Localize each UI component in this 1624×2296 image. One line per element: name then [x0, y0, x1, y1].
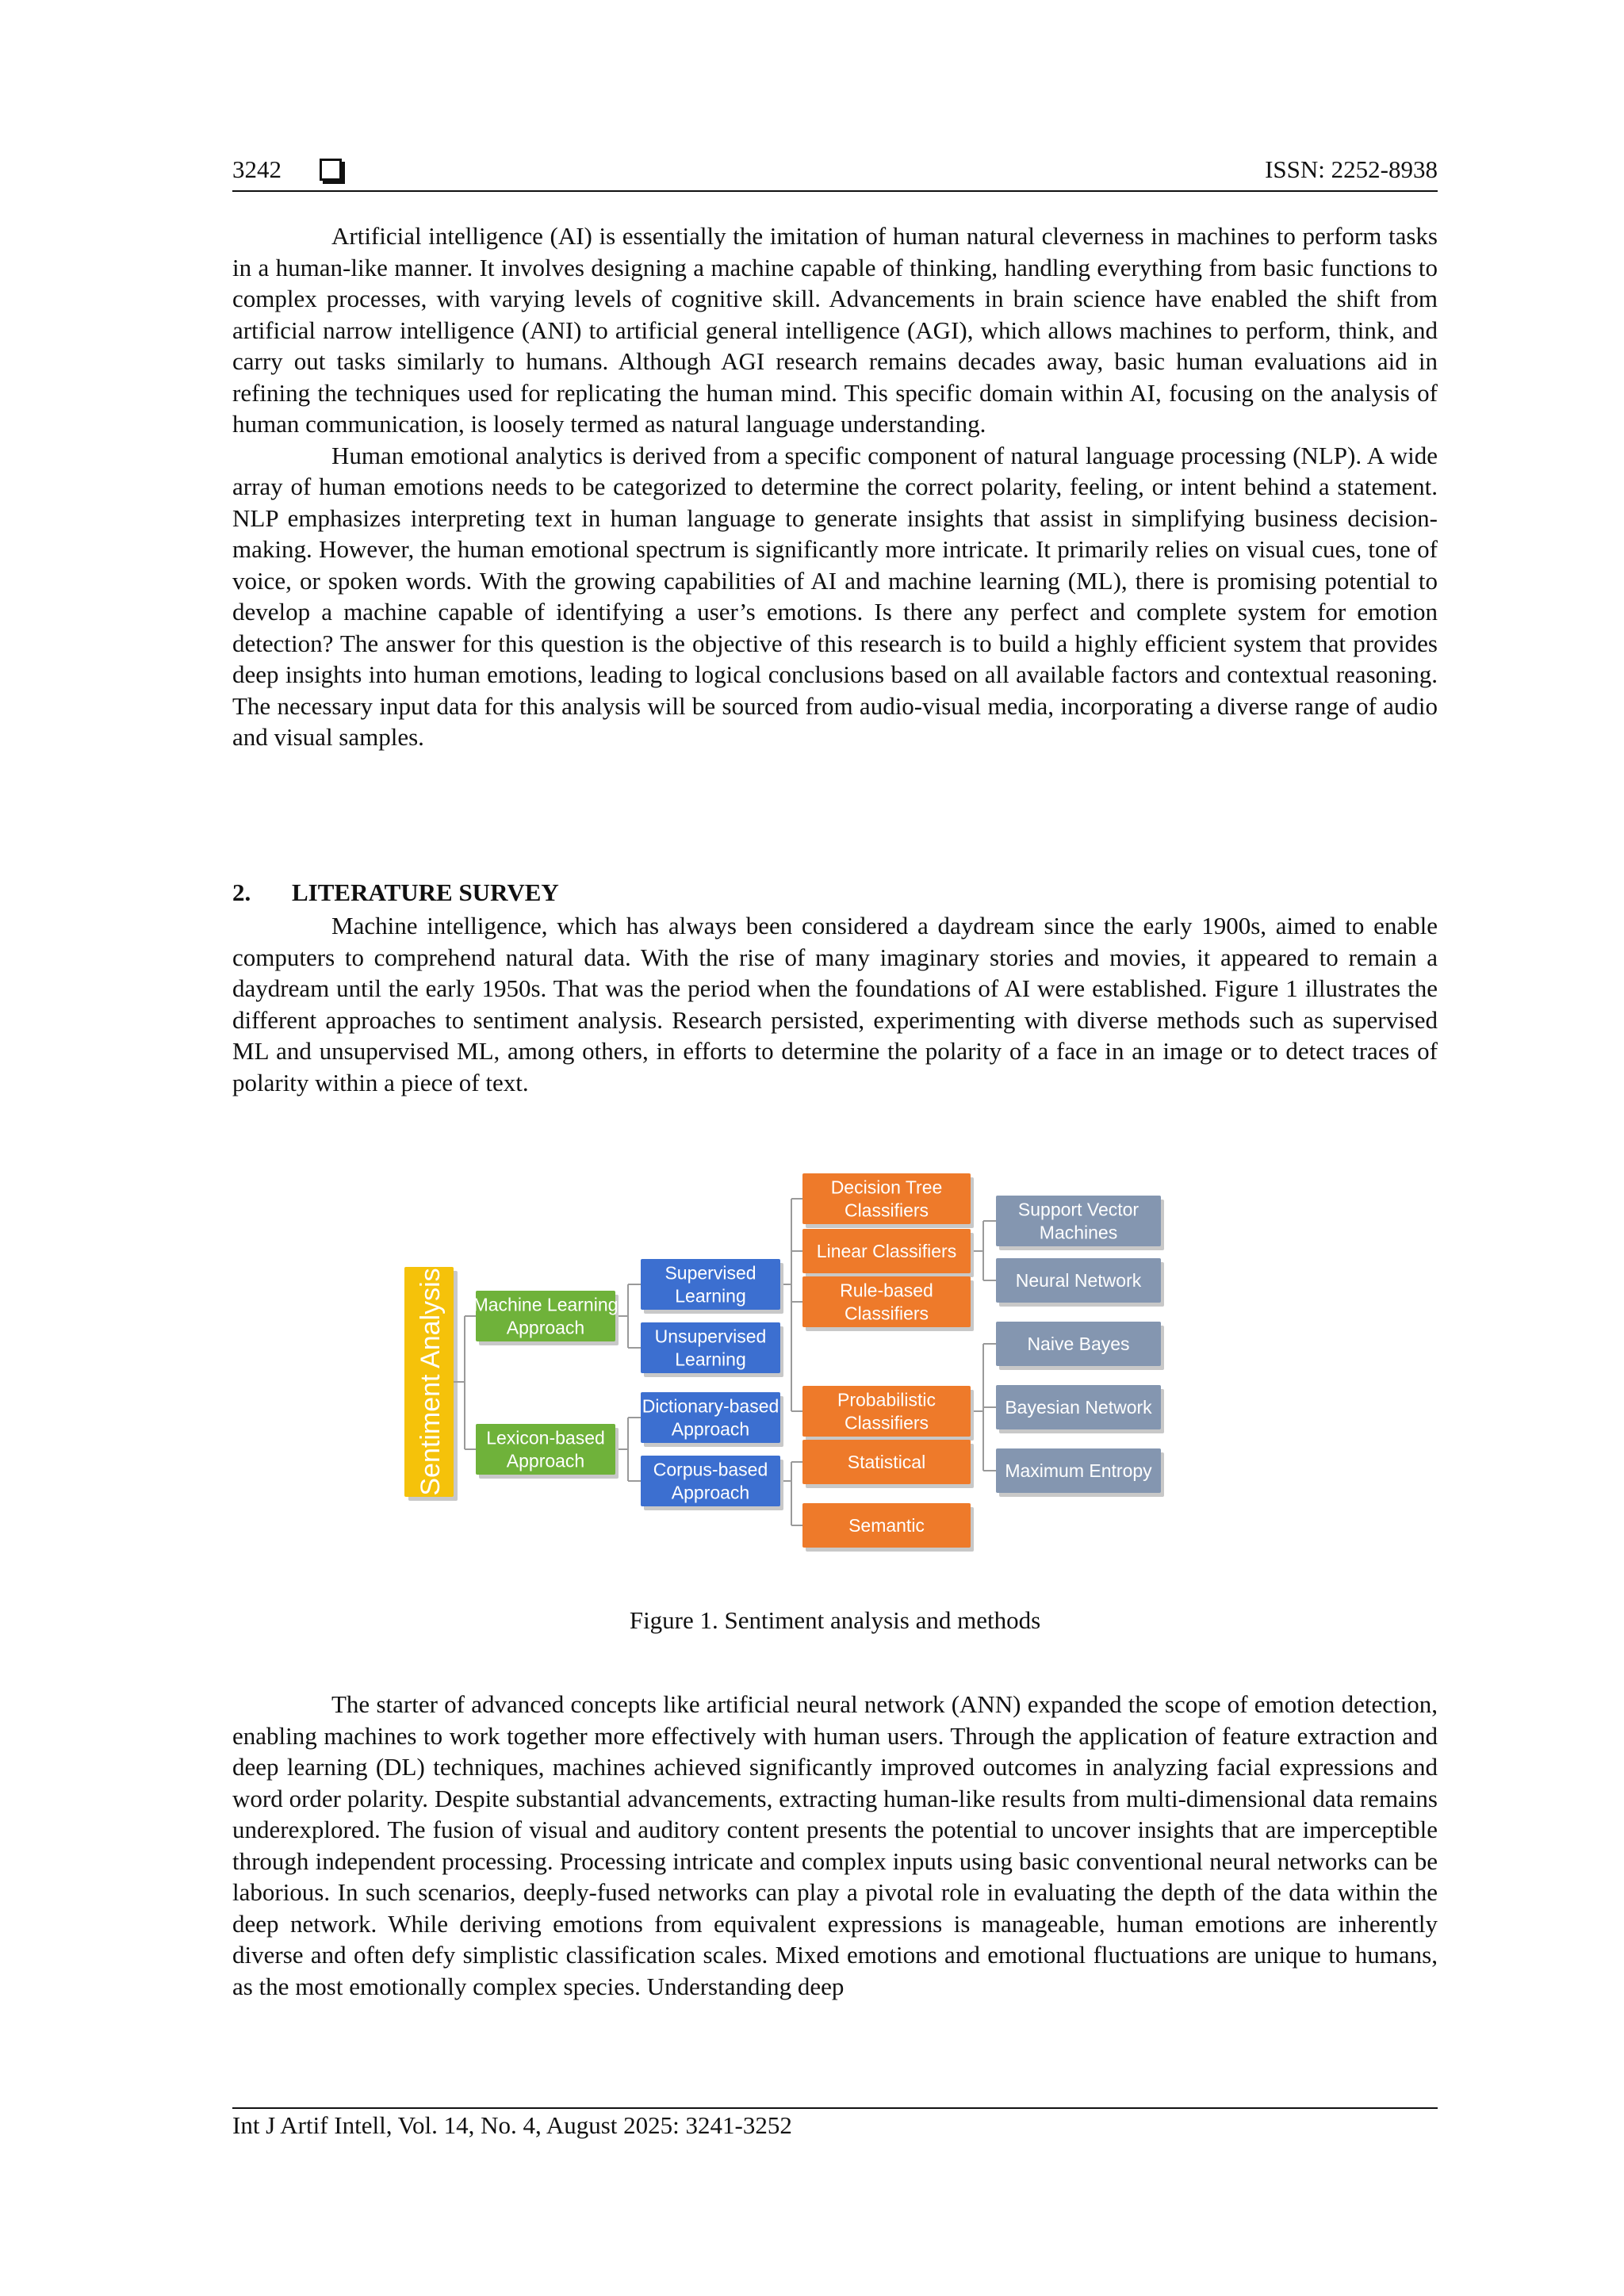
- approach-node: [476, 1424, 619, 1479]
- svg-text:Learning: Learning: [675, 1349, 746, 1370]
- svg-text:Supervised: Supervised: [665, 1262, 756, 1284]
- figure-caption: Figure 1. Sentiment analysis and methods: [629, 1606, 1041, 1634]
- type-node: [996, 1385, 1164, 1433]
- method-node: [641, 1392, 783, 1447]
- header-rule: [232, 190, 1438, 192]
- method-node: [641, 1322, 783, 1377]
- svg-text:Neural Network: Neural Network: [1015, 1270, 1142, 1291]
- svg-text:Rule-based: Rule-based: [840, 1280, 933, 1301]
- section-heading: [232, 878, 559, 907]
- svg-text:Lexicon-based: Lexicon-based: [486, 1427, 605, 1448]
- svg-text:Machines: Machines: [1039, 1222, 1118, 1243]
- svg-text:Classifiers: Classifiers: [844, 1200, 929, 1221]
- svg-text:Approach: Approach: [506, 1317, 585, 1338]
- type-node: [996, 1448, 1164, 1497]
- page-header: [232, 155, 1438, 193]
- svg-text:Approach: Approach: [671, 1418, 750, 1440]
- svg-text:Maximum Entropy: Maximum Entropy: [1005, 1460, 1152, 1481]
- method-node: [641, 1456, 783, 1510]
- classifier-node: [802, 1229, 974, 1277]
- section-title: LITERATURE SURVEY: [292, 878, 559, 906]
- svg-text:Bayesian Network: Bayesian Network: [1005, 1397, 1152, 1418]
- classifier-node: [802, 1173, 974, 1228]
- svg-text:Decision Tree: Decision Tree: [830, 1177, 943, 1198]
- paragraph: Human emotional analytics is derived from a specific component of natural language processing (NLP). A wide array of human emotions needs to be categorized to determine the correct polarity, feeling, or intent behind a statement. NLP emphasizes interpreting text in human language to generate insights that assist in simplifying business decision-making. However, the human emotional spectrum is significantly more intricate. It primarily relies on visual cues, tone of voice, or spoken words. With the growing capabilities of AI and machine learning (ML), there is promising potential to develop a machine capable of identifying a user’s emotions. Is there any perfect and complete system for emotion detection? The answer for this question is the objective of this research is to build a highly efficient system that provides deep insights into human emotions, leading to logical conclusions based on all available factors and contextual reasoning. The necessary input data for this analysis will be sourced from audio-visual media, incorporating a diverse range of audio and visual samples.: [232, 441, 1438, 751]
- classifier-node: [802, 1503, 974, 1552]
- paragraph: The starter of advanced concepts like artificial neural network (ANN) expanded the scope of emotion detection, enabling machines to work together more effectively with human users. Through the application of feature extraction and deep learning (DL) techniques, machines achieved significantly improved outcomes in analyzing facial expressions and word order polarity. Despite substantial advancements, extracting human-like results from multi-dimensional data remains underexplored. The fusion of visual and auditory content presents the potential to uncover insights that are imperceptible through independent processing. Processing intricate and complex inputs using basic conventional neural networks can be laborious. In such scenarios, deeply-fused networks can play a pivotal role in evaluating the depth of the data within the deep network. While deriving emotions from equivalent expressions is manageable, human emotions are inherently diverse and often defy simplistic classification scales. Mixed emotions and emotional fluctuations are unique to humans, as the most emotionally complex species. Understanding deep: [232, 1690, 1438, 2000]
- method-node: [641, 1259, 783, 1314]
- issn: ISSN: 2252-8938: [1265, 155, 1438, 183]
- svg-text:Linear Classifiers: Linear Classifiers: [816, 1241, 957, 1261]
- footer-rule: [232, 2107, 1438, 2109]
- classifier-node: [802, 1276, 974, 1331]
- classifier-node: [802, 1440, 974, 1488]
- svg-text:Machine Learning: Machine Learning: [473, 1294, 619, 1315]
- page-footer: Int J Artif Intell, Vol. 14, No. 4, August 2025: 3241-3252: [232, 2111, 792, 2139]
- type-node: [996, 1322, 1164, 1370]
- svg-text:Unsupervised: Unsupervised: [654, 1326, 767, 1347]
- svg-text:Statistical: Statistical: [847, 1452, 926, 1472]
- page-number: 3242: [232, 155, 282, 183]
- paragraph: Machine intelligence, which has always been considered a daydream since the early 1900s, aimed to enable computers to comprehend natural data. With the rise of many imaginary stories and movies, it appeared to remain a daydream until the early 1950s. That was the period when the foundations of AI were established. Figure 1 illustrates the different approaches to sentiment analysis. Research persisted, experimenting with diverse methods such as supervised ML and unsupervised ML, among others, in efforts to determine the polarity of a face in an image or to detect traces of polarity within a piece of text.: [232, 912, 1438, 1096]
- intro-text: [232, 220, 1438, 753]
- svg-text:Semantic: Semantic: [848, 1515, 925, 1536]
- section-number: 2.: [232, 878, 251, 906]
- svg-text:Classifiers: Classifiers: [844, 1303, 929, 1324]
- sentiment-diagram: [389, 1150, 1308, 1594]
- svg-text:Probabilistic: Probabilistic: [837, 1389, 936, 1410]
- svg-text:Approach: Approach: [671, 1482, 750, 1503]
- body-text: [232, 1689, 1438, 2002]
- paragraph: Artificial intelligence (AI) is essentially the imitation of human natural cleverness in machines to perform tasks in a human-like manner. It involves designing a machine capable of thinking, handling everything from basic functions to complex processes, with varying levels of cognitive skill. Advancements in brain science have enabled the shift from artificial narrow intelligence (ANI) to artificial general intelligence (AGI), which allows machines to perform, think, and carry out tasks similarly to humans. Although AGI research remains decades away, basic human evaluations aid in refining the techniques used for replicating the human mind. This specific domain within AI, focusing on the analysis of human communication, is loosely termed as natural language understanding.: [232, 222, 1438, 438]
- svg-text:Corpus-based: Corpus-based: [653, 1459, 768, 1480]
- svg-text:Support Vector: Support Vector: [1017, 1199, 1139, 1220]
- svg-text:Classifiers: Classifiers: [844, 1412, 929, 1433]
- survey-text: [232, 910, 1438, 1098]
- type-node: [996, 1196, 1164, 1250]
- svg-text:Dictionary-based: Dictionary-based: [642, 1395, 779, 1417]
- classifier-node: [802, 1386, 974, 1441]
- svg-text:Approach: Approach: [506, 1450, 585, 1471]
- svg-text:Learning: Learning: [675, 1285, 746, 1307]
- square-icon: [320, 159, 342, 181]
- svg-text:Naive Bayes: Naive Bayes: [1027, 1334, 1130, 1354]
- svg-text:Sentiment Analysis: Sentiment Analysis: [416, 1268, 446, 1496]
- root-node: [404, 1267, 458, 1501]
- type-node: [996, 1258, 1164, 1307]
- approach-node: [473, 1291, 619, 1345]
